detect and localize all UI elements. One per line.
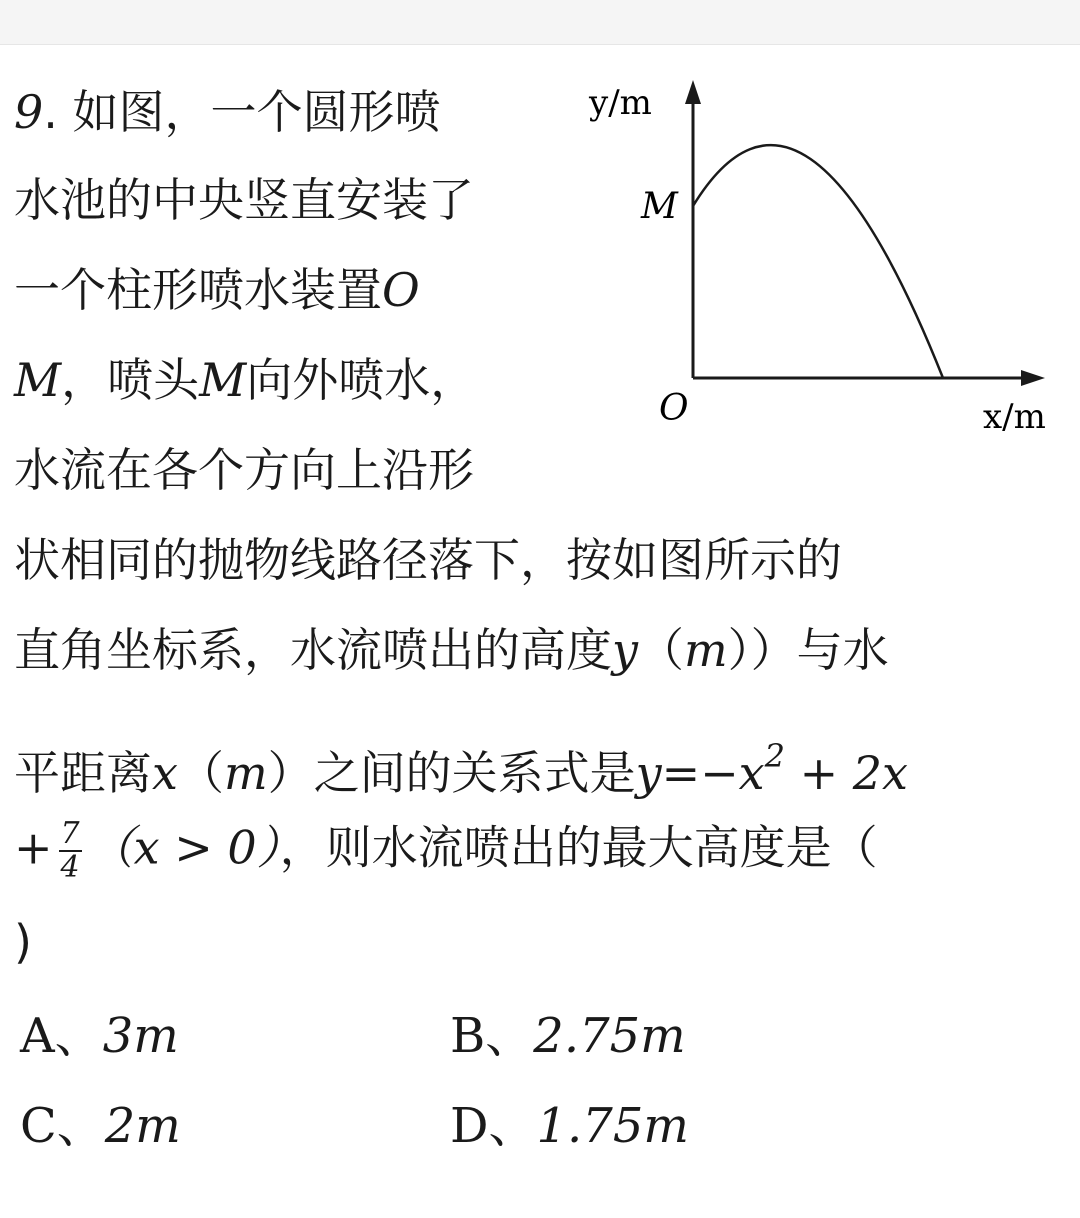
question-number: 9 [14, 85, 44, 139]
question-line-6: 状相同的抛物线路径落下，按如图所示的 [14, 533, 842, 587]
question-line-1: 9. 如图，一个圆形喷 [14, 85, 441, 139]
y-axis-label: y/m [589, 83, 652, 123]
question-line-7: 直角坐标系，水流喷出的高度y（m））与水 [14, 623, 889, 677]
question-line-8: 平距离x（m）之间的关系式是$y=-x^2 + 2x$ [14, 737, 908, 800]
question-line-3: 一个柱形喷水装置O [14, 263, 420, 317]
origin-label: O [659, 388, 689, 429]
choice-d[interactable]: D、1.75m [450, 1098, 689, 1154]
choice-c[interactable]: C、2m [20, 1098, 181, 1154]
choice-b[interactable]: B、2.75m [450, 1008, 686, 1064]
fraction-seven-fourths: $\frac{7}{4}$ [60, 816, 80, 885]
choice-a[interactable]: A、3m [20, 1008, 179, 1064]
question-line-5: 水流在各个方向上沿形 [14, 443, 474, 497]
point-m-label: M [641, 186, 678, 227]
question-line-4: M，喷头M向外喷水， [14, 353, 477, 407]
domain-condition: （x > 0） [87, 820, 280, 875]
formula: y=−x [635, 746, 765, 800]
question-line-10: ) [14, 915, 32, 969]
question-line-2: 水池的中央竖直安装了 [14, 173, 474, 227]
parabola-figure [585, 70, 1065, 440]
y-axis-arrow [685, 80, 701, 104]
top-bar [0, 0, 1080, 45]
x-axis-label: x/m [983, 397, 1046, 437]
x-axis-arrow [1021, 370, 1045, 386]
question-line-9: + $\frac{7}{4}$ （x > 0），则水流喷出的最大高度是（ [14, 816, 878, 885]
parabola-curve [693, 145, 943, 378]
